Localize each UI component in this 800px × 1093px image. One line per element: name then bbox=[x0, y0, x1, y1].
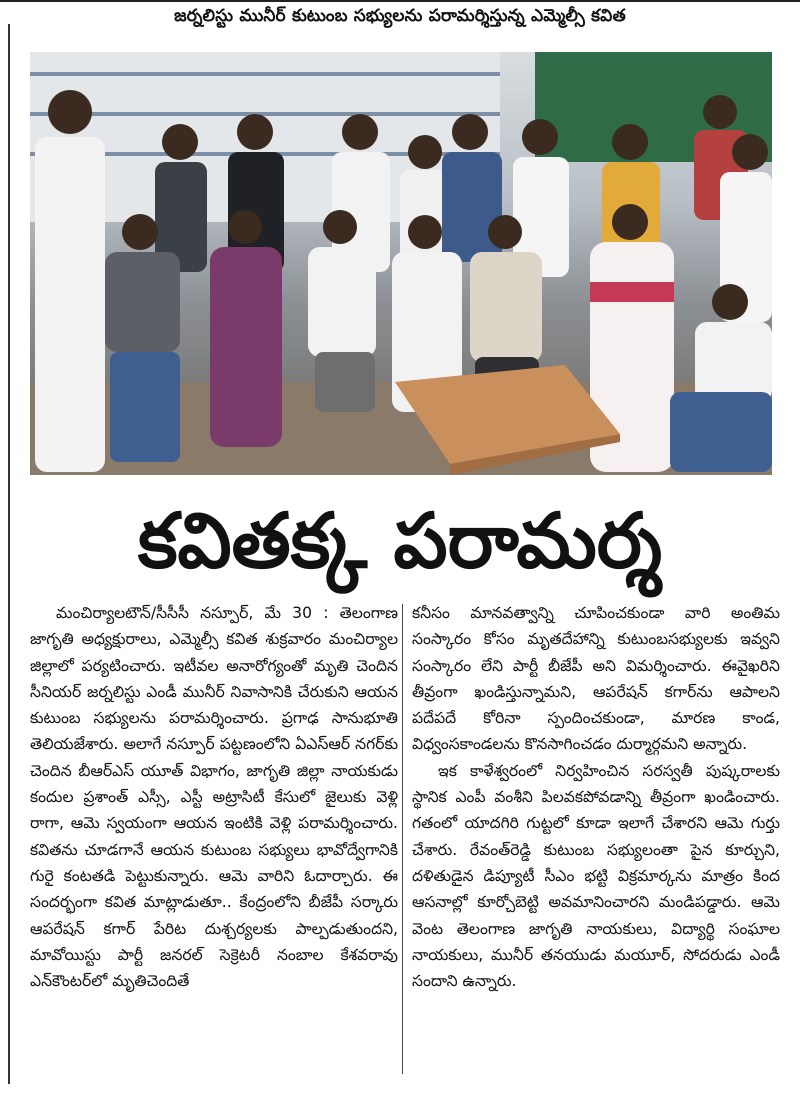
column-divider bbox=[402, 604, 403, 1074]
article-column-1 bbox=[30, 600, 398, 994]
photo-illustration bbox=[30, 52, 772, 475]
article-paragraph: కనీసం మానవత్వాన్ని చూపించకుండా వారి అంతిమ సంస్కారం కోసం మృతదేహాన్ని కుటుంబసభ్యులకు ఇవ్వని సంస్కారం లేని పార్టీ బీజేపీ అని విమర్శించారు. ఈవైఖరిని తీవ్రంగా ఖండిస్తున్నామని, ఆపరేషన్ కగార్‌ను ఆపాలని పదేపదే కోరినా స్పందించకుండా, మారణ కాండ, విధ్వంసకాండలను కొనసాగించడం దుర్మార్గమని అన్నారు. bbox=[412, 604, 780, 754]
headline: కవితక్క పరామర్శ bbox=[137, 496, 663, 585]
article-paragraph: మంచిర్యాలటౌన్/సీసీసీ నస్పూర్, మే 30 : తెలంగాణ జాగృతి అధ్యక్షురాలు, ఎమ్మెల్సీ కవిత శుక్రవారం మంచిర్యాల జిల్లాలో పర్యటించారు. ఇటీవల అనారోగ్యంతో మృతి చెందిన సీనియర్ జర్నలిస్టు ఎండీ మునీర్ నివాసానికి చేరుకుని ఆయన కుటుంబ సభ్యులను పరామర్శించారు. ప్రగాఢ సానుభూతి తెలియజేశారు. అలాగే నస్పూర్ పట్టణంలోని ఏఎస్ఆర్ నగర్‌కు చెందిన బీఆర్ఎస్ యూత్ విభాగం, జాగృతి జిల్లా నాయకుడు కందుల ప్రశాంత్ ఎస్సీ, ఎస్టీ అట్రాసిటీ కేసులో జైలుకు వెళ్లి రాగా, ఆమె స్వయంగా ఆయన ఇంటికి వెళ్లి పరామర్శించారు. కవితను చూడగానే ఆయన కుటుంబ సభ్యులు భావోద్వేగానికి గురై కంటతడి పెట్టుకున్నారు. ఆమె వారిని ఓదార్చారు. ఈ సందర్భంగా కవిత మాట్లాడుతూ.. కేంద్రంలోని బీజేపీ సర్కారు ఆపరేషన్ కగార్ పేరిట దుశ్చర్యలకు పాల్పడుతుందని, మావోయిస్టు పార్టీ జనరల్ సెక్రెటరీ నంబాల కేశవరావు ఎన్‌కౌంటర్‌లో మృతిచెందితే bbox=[30, 604, 398, 991]
news-photo bbox=[30, 52, 772, 475]
top-rule bbox=[0, 0, 800, 2]
photo-caption-kicker: జర్నలిస్టు మునీర్ కుటుంబ సభ్యులను పరామర్శిస్తున్న ఎమ్మెల్సీ కవిత bbox=[174, 6, 626, 26]
article-column-2 bbox=[412, 600, 780, 994]
article-paragraph: ఇక కాళేశ్వరంలో నిర్వహించిన సరస్వతీ పుష్కరాలకు స్థానిక ఎంపీ వంశీని పిలవకపోవడాన్ని తీవ్రంగా ఖండించారు. గతంలో యాదగిరి గుట్టలో కూడా ఇలాగే చేశారని ఆమె గుర్తు చేశారు. రేవంత్‌రెడ్డి కుటుంబ సభ్యులంతా పైన కూర్చుని, దళితుడైన డిప్యూటీ సీఎం భట్టి విక్రమార్కను మాత్రం కింద ఆసనాల్లో కూర్చోబెట్టి అవమానించారని మండిపడ్డారు. ఆమె వెంట తెలంగాణ జాగృతి నాయకులు, విద్యార్థి సంఘాల నాయకులు, మునీర్ తనయుడు మయూర్, సోదరుడు ఎండీ సందాని ఉన్నారు. bbox=[412, 761, 780, 991]
